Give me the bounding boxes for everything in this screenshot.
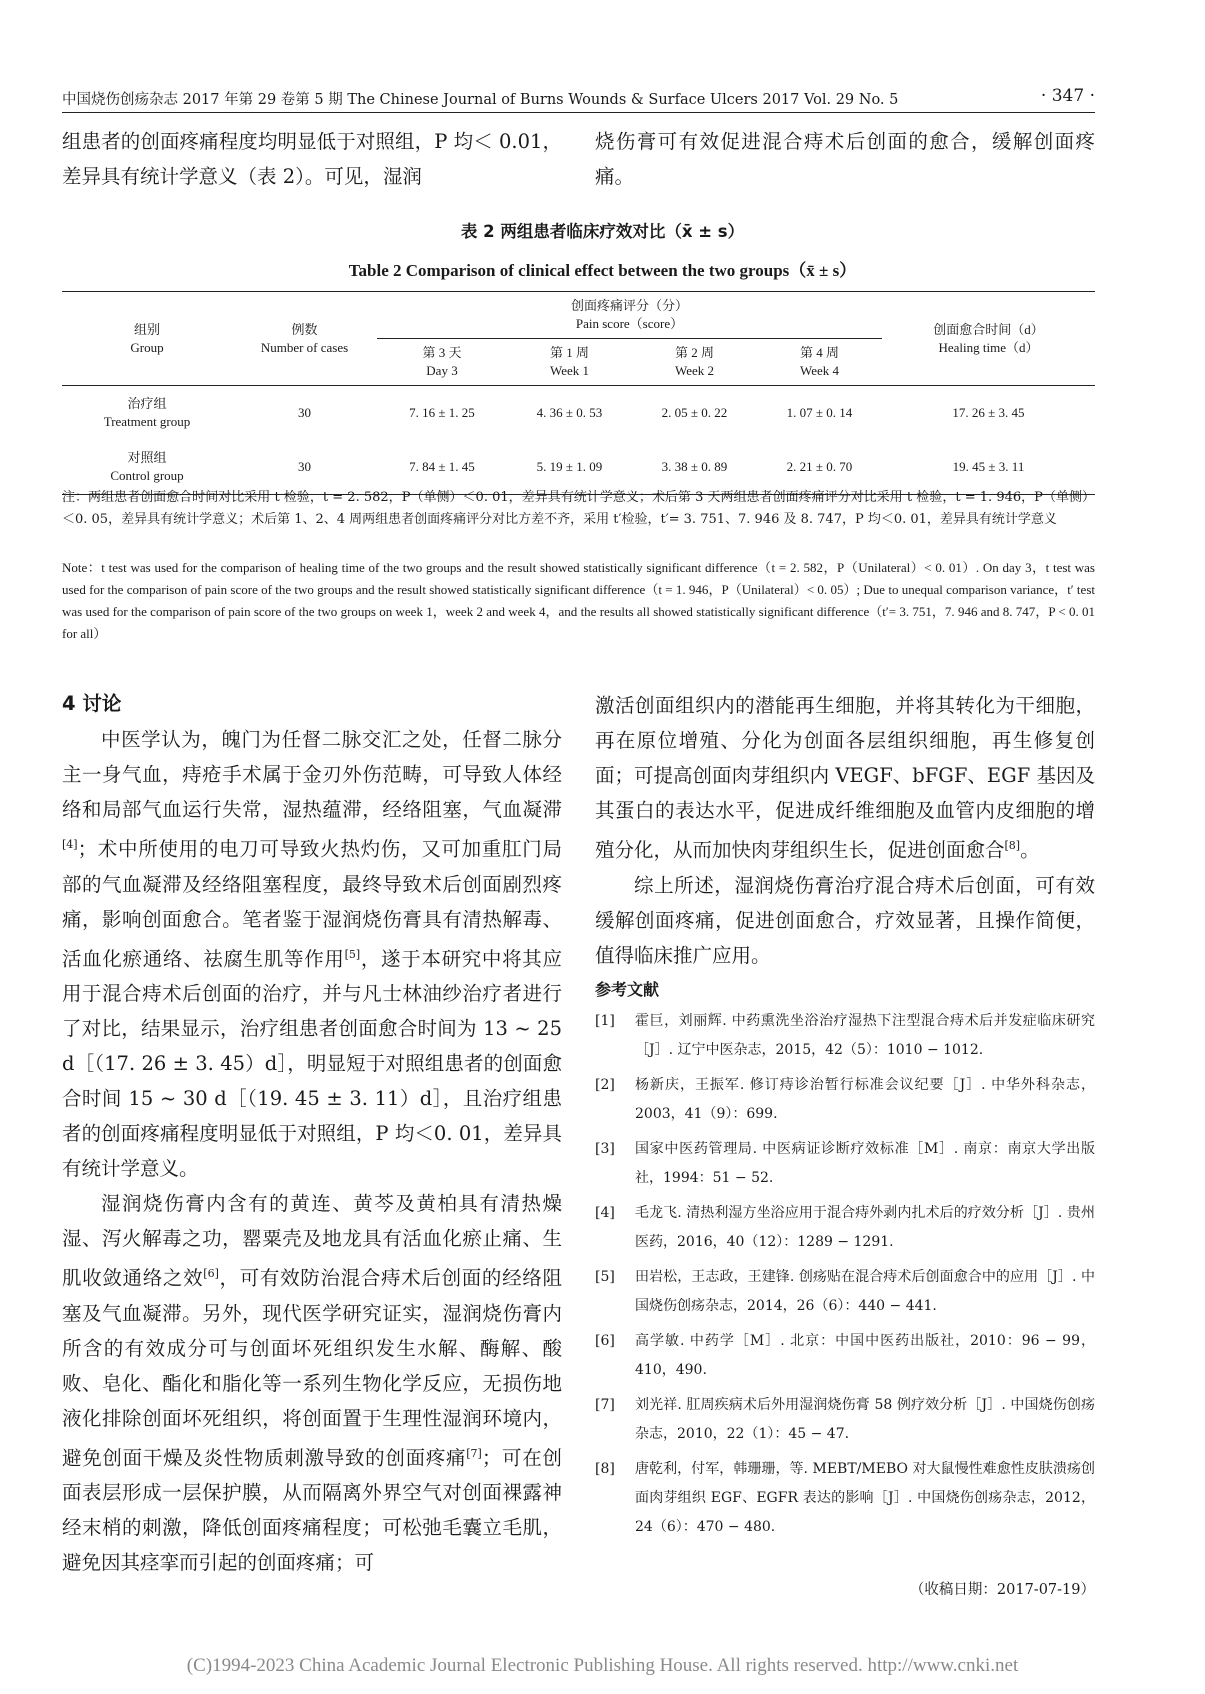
citation: [7]	[466, 1446, 482, 1460]
text-run: 激活创面组织内的潜能再生细胞，并将其转化为干细胞，再在原位增殖、分化为创面各层组织细胞，再生修复创面；可提高创面肉芽组织内 VEGF、bFGF、EGF 基因及其蛋白的表达水平，促进成纤维细胞及血管内皮细胞的增殖分化，从而加快肉芽组织生长，促进创面愈合	[595, 694, 1095, 862]
received-date: （收稿日期：2017-07-19）	[909, 1582, 1095, 1598]
paragraph: 组患者的创面疼痛程度均明显低于对照组，P 均＜ 0.01，差异具有统计学意义（表 2）。可见，湿润	[62, 130, 562, 188]
reference-text: 毛龙飞. 清热利湿方坐浴应用于混合痔外剥内扎术后的疗效分析［J］. 贵州医药，2016，40（12）：1289 − 1291.	[635, 1204, 1095, 1250]
cell-group: 治疗组 Treatment group	[103, 396, 191, 429]
text-run: ；可在创面表层形成一层保护膜，从而隔离外界空气对创面裸露神经末梢的刺激，降低创面疼痛程度；可松弛毛囊立毛肌，避免因其痉挛而引起的创面疼痛；可	[62, 1446, 562, 1574]
cell-cases: 30	[298, 405, 311, 420]
reference-item	[595, 1263, 1095, 1321]
text-run: 中医学认为，魄门为任督二脉交汇之处，任督二脉分主一身气血，痔疮手术属于金刃外伤范畴，可导致人体经络和局部气血运行失常，湿热蕴滞，经络阻塞，气血凝滞	[62, 728, 562, 821]
reference-text: 国家中医药管理局. 中医病证诊断疗效标准［M］. 南京：南京大学出版社，1994：51 − 52.	[635, 1140, 1095, 1186]
cell-week4: 2. 21 ± 0. 70	[757, 440, 882, 495]
cell-healing: 19. 45 ± 3. 11	[882, 440, 1095, 495]
cell-day3: 7. 16 ± 1. 25	[409, 405, 475, 420]
text-run: ，可有效防治混合痔术后创面的经络阻塞及气血凝滞。另外，现代医学研究证实，湿润烧伤膏内所含的有效成分可与创面坏死组织发生水解、酶解、酸败、皂化、酯化和脂化等一系列生物化学反应，无损伤地液化排除创面坏死组织，将创面置于生理性湿润环境内，避免创面干燥及炎性物质刺激导致的创面疼痛	[62, 1266, 562, 1469]
reference-text: 唐乾利，付军，韩珊珊，等. MEBT/MEBO 对大鼠慢性难愈性皮肤溃疡创面肉芽组织 EGF、EGFR 表达的影响［J］. 中国烧伤创疡杂志，2012，24（6）：470 − 480.	[635, 1460, 1095, 1535]
reference-number: [7]	[595, 1396, 615, 1413]
header-journal-info: 中国烧伤创疡杂志 2017 年第 29 卷第 5 期 The Chinese Journal of Burns Wounds & Surface Ulcers 2017 Vol. 29 No. 5	[62, 92, 899, 108]
cell-healing: 17. 26 ± 3. 45	[952, 405, 1025, 420]
reference-text: 杨新庆，王振军. 修订痔诊治暂行标准会议纪要［J］. 中华外科杂志，2003，41（9）：699.	[635, 1076, 1095, 1122]
reference-item	[595, 1455, 1095, 1542]
reference-number: [2]	[595, 1076, 615, 1093]
paragraph: 综上所述，湿润烧伤膏治疗混合痔术后创面，可有效缓解创面疼痛，促进创面愈合，疗效显著，且操作简便，值得临床推广应用。	[595, 873, 1095, 967]
header-pain-score: 创面疼痛评分（分） Pain score（score）	[377, 292, 882, 339]
citation: [4]	[62, 838, 78, 851]
text-run: 。	[1020, 838, 1040, 862]
citation: [6]	[203, 1267, 219, 1280]
body-text-top-left	[62, 124, 562, 194]
table-row	[62, 386, 1095, 441]
citation: [5]	[344, 947, 361, 961]
header-group: 组别 Group	[62, 292, 232, 386]
text-run: ，遂于本研究中将其应用于混合痔术后创面的治疗，并与凡士林油纱治疗者进行了对比，结果显示，治疗组患者创面愈合时间为 13 ~ 25 d［（17. 26 ± 3. 45）d］，明显短于对照组患者的创面愈合时间 15 ~ 30 d［（19. 45 ± 3. 11）d］，且治疗组患者的创面疼痛程度明显低于对照组，P 均＜0. 01，差异具有统计学意义。	[62, 947, 562, 1180]
header-week1: 第 1 周 Week 1	[507, 339, 632, 386]
header-week4: 第 4 周 Week 4	[757, 339, 882, 386]
paragraph	[62, 722, 562, 1186]
reference-number: [5]	[595, 1268, 615, 1285]
copyright-footer: (C)1994-2023 China Academic Journal Electronic Publishing House. All rights reserved. http://www.cnki.net	[186, 1655, 1019, 1676]
cell-week1: 4. 36 ± 0. 53	[536, 405, 603, 420]
reference-number: [4]	[595, 1204, 615, 1221]
header-healing-time: 创面愈合时间（d） Healing time（d）	[882, 292, 1095, 386]
table-caption-english: Table 2 Comparison of clinical effect between the two groups（x̄ ± s）	[348, 261, 857, 280]
reference-number: [3]	[595, 1140, 615, 1157]
header-week2: 第 2 周 Week 2	[632, 339, 757, 386]
reference-text: 霍巨，刘丽辉. 中药熏洗坐浴治疗湿热下注型混合痔术后并发症临床研究［J］. 辽宁中医杂志，2015，42（5）：1010 − 1012.	[635, 1012, 1095, 1058]
running-header	[62, 86, 1095, 113]
cell-week1: 5. 19 ± 1. 09	[507, 440, 632, 495]
clinical-effect-table	[62, 291, 1095, 495]
cell-group: 对照组 Control group	[62, 440, 232, 495]
discussion-right-column	[595, 688, 1095, 1548]
body-text-top-right	[595, 124, 1095, 194]
references-heading: 参考文献	[595, 979, 660, 999]
header-day3: 第 3 天 Day 3	[377, 339, 507, 386]
table-note-english: Note：t test was used for the comparison of healing time of the two groups and the result showed statistically significant difference（t = 2. 582，P（Unilateral）< 0. 01）. On day 3，t test was used for the comparison of pain score of the two groups and the result showed statistically significant difference（t = 1. 946，P（Unilateral）< 0. 05）; Due to unequal comparison variance，t′ test was used for the comparison of pain score of the two groups on week 1，week 2 and week 4，and the results all showed statistically significant difference（t′= 3. 751，7. 946 and 8. 747，P < 0. 01 for all）	[62, 560, 1095, 641]
cell-cases: 30	[232, 440, 377, 495]
reference-item	[595, 1391, 1095, 1449]
reference-text: 田岩松，王志政，王建锋. 创疡贴在混合痔术后创面愈合中的应用［J］. 中国烧伤创疡杂志，2014，26（6）：440 − 441.	[635, 1268, 1095, 1314]
reference-item	[595, 1327, 1095, 1385]
reference-item	[595, 1135, 1095, 1193]
section-heading-discussion: 4 讨论	[62, 692, 122, 715]
paragraph	[595, 688, 1095, 868]
cell-week2: 3. 38 ± 0. 89	[632, 440, 757, 495]
cell-day3: 7. 84 ± 1. 45	[377, 440, 507, 495]
reference-number: [1]	[595, 1012, 615, 1029]
reference-number: [8]	[595, 1460, 615, 1477]
table-caption-chinese: 表 2 两组患者临床疗效对比（x̄ ± s）	[460, 222, 745, 241]
reference-text: 刘光祥. 肛周疾病术后外用湿润烧伤膏 58 例疗效分析［J］. 中国烧伤创疡杂志，2010，22（1）：45 − 47.	[635, 1396, 1095, 1442]
reference-item	[595, 1071, 1095, 1129]
paragraph: 烧伤膏可有效促进混合痔术后创面的愈合，缓解创面疼痛。	[595, 130, 1095, 188]
reference-number: [6]	[595, 1332, 615, 1349]
text-run: 湿润烧伤膏内含有的黄连、黄芩及黄柏具有清热燥湿、泻火解毒之功，罂粟壳及地龙具有活血化瘀止痛、生肌收敛通络之效	[62, 1192, 562, 1290]
discussion-left-column	[62, 722, 562, 1580]
text-run: ；术中所使用的电刀可导致火热灼伤，又可加重肛门局部的气血凝滞及经络阻塞程度，最终导致术后创面剧烈疼痛，影响创面愈合。笔者鉴于湿润烧伤膏具有清热解毒、活血化瘀通络、祛腐生肌等作用	[62, 837, 562, 970]
header-cases: 例数 Number of cases	[232, 292, 377, 386]
cell-week4: 1. 07 ± 0. 14	[786, 405, 853, 420]
reference-text: 高学敏. 中药学［M］. 北京：中国中医药出版社，2010：96 − 99，410，490.	[635, 1332, 1095, 1378]
reference-item	[595, 1007, 1095, 1065]
reference-list	[595, 1007, 1095, 1542]
paragraph	[62, 1186, 562, 1580]
table-note-chinese: 注：两组患者创面愈合时间对比采用 t 检验，t = 2. 582，P（单侧）＜0. 01，差异具有统计学意义；术后第 3 天两组患者创面疼痛评分对比采用 t 检验，t = 1. 946，P（单侧）＜0. 05，差异具有统计学意义；术后第 1、2、4 周两组患者创面疼痛评分对比方差不齐，采用 t′检验，t′= 3. 751、7. 946 及 8. 747，P 均＜0. 01，差异具有统计学意义	[62, 490, 1095, 527]
cell-week2: 2. 05 ± 0. 22	[661, 405, 728, 420]
page-number: · 347 ·	[1040, 86, 1095, 106]
reference-item	[595, 1199, 1095, 1257]
citation: [8]	[1004, 839, 1021, 852]
